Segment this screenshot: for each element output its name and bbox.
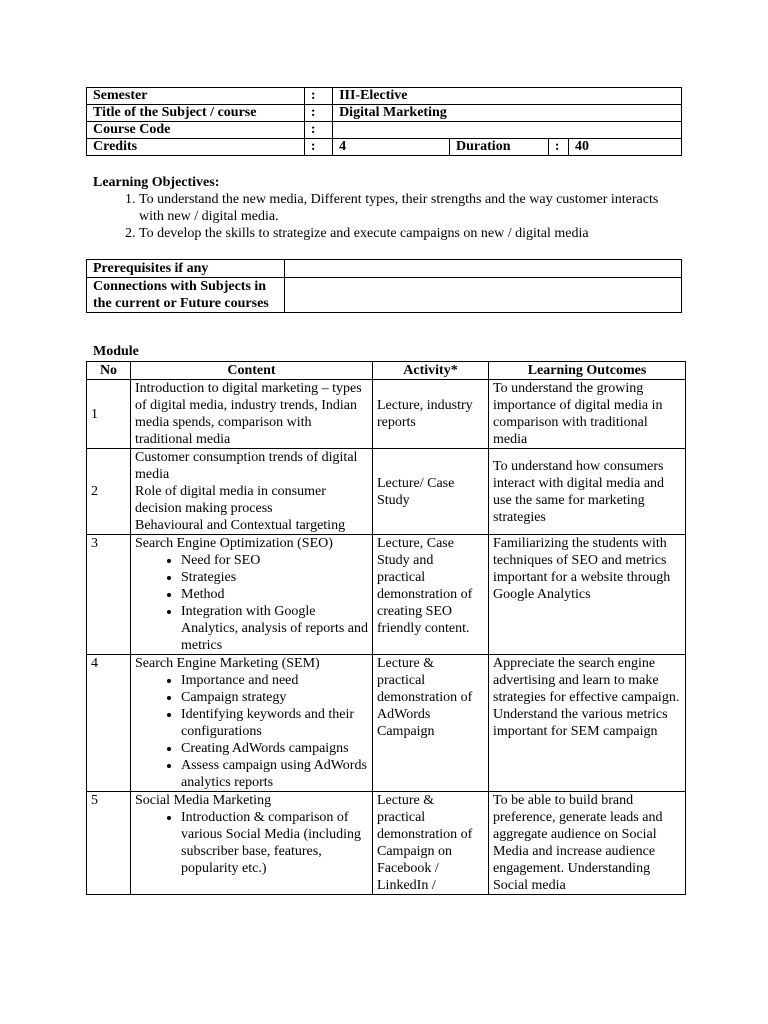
module-content <box>131 792 373 895</box>
connections-row <box>87 278 682 313</box>
content-bullet: • Identifying keywords and their configurations <box>181 706 368 740</box>
credits-row <box>87 139 682 156</box>
module-number: 2 <box>87 449 131 535</box>
credits-label: Credits <box>87 139 305 156</box>
course-code-value <box>333 122 682 139</box>
content-bullet: • Introduction & comparison of various Social Media (including subscriber base, features, popularity etc.) <box>181 809 368 877</box>
module-number: 1 <box>87 380 131 449</box>
module-heading: Module <box>93 344 139 359</box>
module-row <box>87 655 686 792</box>
semester-label: Semester <box>87 88 305 105</box>
objective-item: 2. To develop the skills to strategize and execute campaigns on new / digital media <box>139 225 673 242</box>
content-line: Role of digital media in consumer decision making process <box>135 484 326 516</box>
module-activity: Lecture, Case Study and practical demonstration of creating SEO friendly content. <box>373 535 489 655</box>
module-learning-outcome: Familiarizing the students with techniques of SEO and metrics important for a website through Google Analytics <box>489 535 686 655</box>
objective-item: 1. To understand the new media, Different types, their strengths and the way customer interacts with new / digital media. <box>139 191 673 225</box>
learning-objectives-heading: Learning Objectives: <box>93 175 220 190</box>
course-code-row <box>87 122 682 139</box>
header-content: Content <box>131 362 373 380</box>
module-content <box>131 380 373 449</box>
colon: : <box>304 105 332 122</box>
content-line: Introduction to digital marketing – types of digital media, industry trends, Indian media spends, comparison with traditional media <box>135 381 362 447</box>
module-row <box>87 449 686 535</box>
module-row <box>87 535 686 655</box>
credits-value: 4 <box>333 139 450 156</box>
content-bullet: • Creating AdWords campaigns <box>181 740 368 757</box>
module-content <box>131 655 373 792</box>
module-activity: Lecture/ Case Study <box>373 449 489 535</box>
prerequisites-label: Prerequisites if any <box>87 260 285 278</box>
module-header-row <box>87 362 686 380</box>
module-content <box>131 535 373 655</box>
content-line: Search Engine Marketing (SEM) <box>135 656 320 671</box>
content-bullet-list <box>135 552 368 654</box>
content-line: Behavioural and Contextual targeting <box>135 518 346 533</box>
connections-value <box>284 278 681 313</box>
module-learning-outcome: To understand the growing importance of digital media in comparison with traditional media <box>489 380 686 449</box>
content-bullet: • Method <box>181 586 368 603</box>
module-number: 3 <box>87 535 131 655</box>
content-bullet-list <box>135 672 368 791</box>
module-row <box>87 380 686 449</box>
content-line: Customer consumption trends of digital media <box>135 450 358 482</box>
content-bullet: • Integration with Google Analytics, analysis of reports and metrics <box>181 603 368 654</box>
title-row <box>87 105 682 122</box>
semester-row <box>87 88 682 105</box>
module-activity: Lecture & practical demonstration of Campaign on Facebook / LinkedIn / <box>373 792 489 895</box>
colon: : <box>304 122 332 139</box>
module-learning-outcome: Appreciate the search engine advertising and learn to make strategies for effective campaign. Understand the various metrics important for SEM campaign <box>489 655 686 792</box>
header-no: No <box>87 362 131 380</box>
duration-label: Duration <box>450 139 549 156</box>
title-label: Title of the Subject / course <box>87 105 305 122</box>
connections-label: Connections with Subjects in the current or Future courses <box>87 278 285 313</box>
module-rows <box>87 380 686 895</box>
colon: : <box>304 88 332 105</box>
prerequisites-table <box>86 259 682 313</box>
module-learning-outcome: To be able to build brand preference, generate leads and aggregate audience on Social Media and increase audience engagement. Understanding Social media <box>489 792 686 895</box>
content-bullet: • Strategies <box>181 569 368 586</box>
content-line: Social Media Marketing <box>135 793 272 808</box>
module-content <box>131 449 373 535</box>
semester-value: III-Elective <box>333 88 682 105</box>
module-row <box>87 792 686 895</box>
prerequisites-row <box>87 260 682 278</box>
module-number: 5 <box>87 792 131 895</box>
content-bullet: • Assess campaign using AdWords analytics reports <box>181 757 368 791</box>
colon: : <box>548 139 568 156</box>
title-value: Digital Marketing <box>333 105 682 122</box>
module-activity: Lecture, industry reports <box>373 380 489 449</box>
module-learning-outcome: To understand how consumers interact with digital media and use the same for marketing strategies <box>489 449 686 535</box>
content-bullet: • Campaign strategy <box>181 689 368 706</box>
duration-value: 40 <box>569 139 682 156</box>
content-line: Search Engine Optimization (SEO) <box>135 536 333 551</box>
module-activity: Lecture & practical demonstration of AdWords Campaign <box>373 655 489 792</box>
course-info-table <box>86 87 682 156</box>
objectives-list <box>93 191 673 242</box>
colon: : <box>304 139 332 156</box>
module-table <box>86 361 686 895</box>
content-bullet-list <box>135 809 368 877</box>
header-activity: Activity* <box>373 362 489 380</box>
course-code-label: Course Code <box>87 122 305 139</box>
content-bullet: • Importance and need <box>181 672 368 689</box>
prerequisites-value <box>284 260 681 278</box>
module-number: 4 <box>87 655 131 792</box>
content-bullet: • Need for SEO <box>181 552 368 569</box>
learning-objectives <box>93 174 673 242</box>
header-learning-outcomes: Learning Outcomes <box>489 362 686 380</box>
